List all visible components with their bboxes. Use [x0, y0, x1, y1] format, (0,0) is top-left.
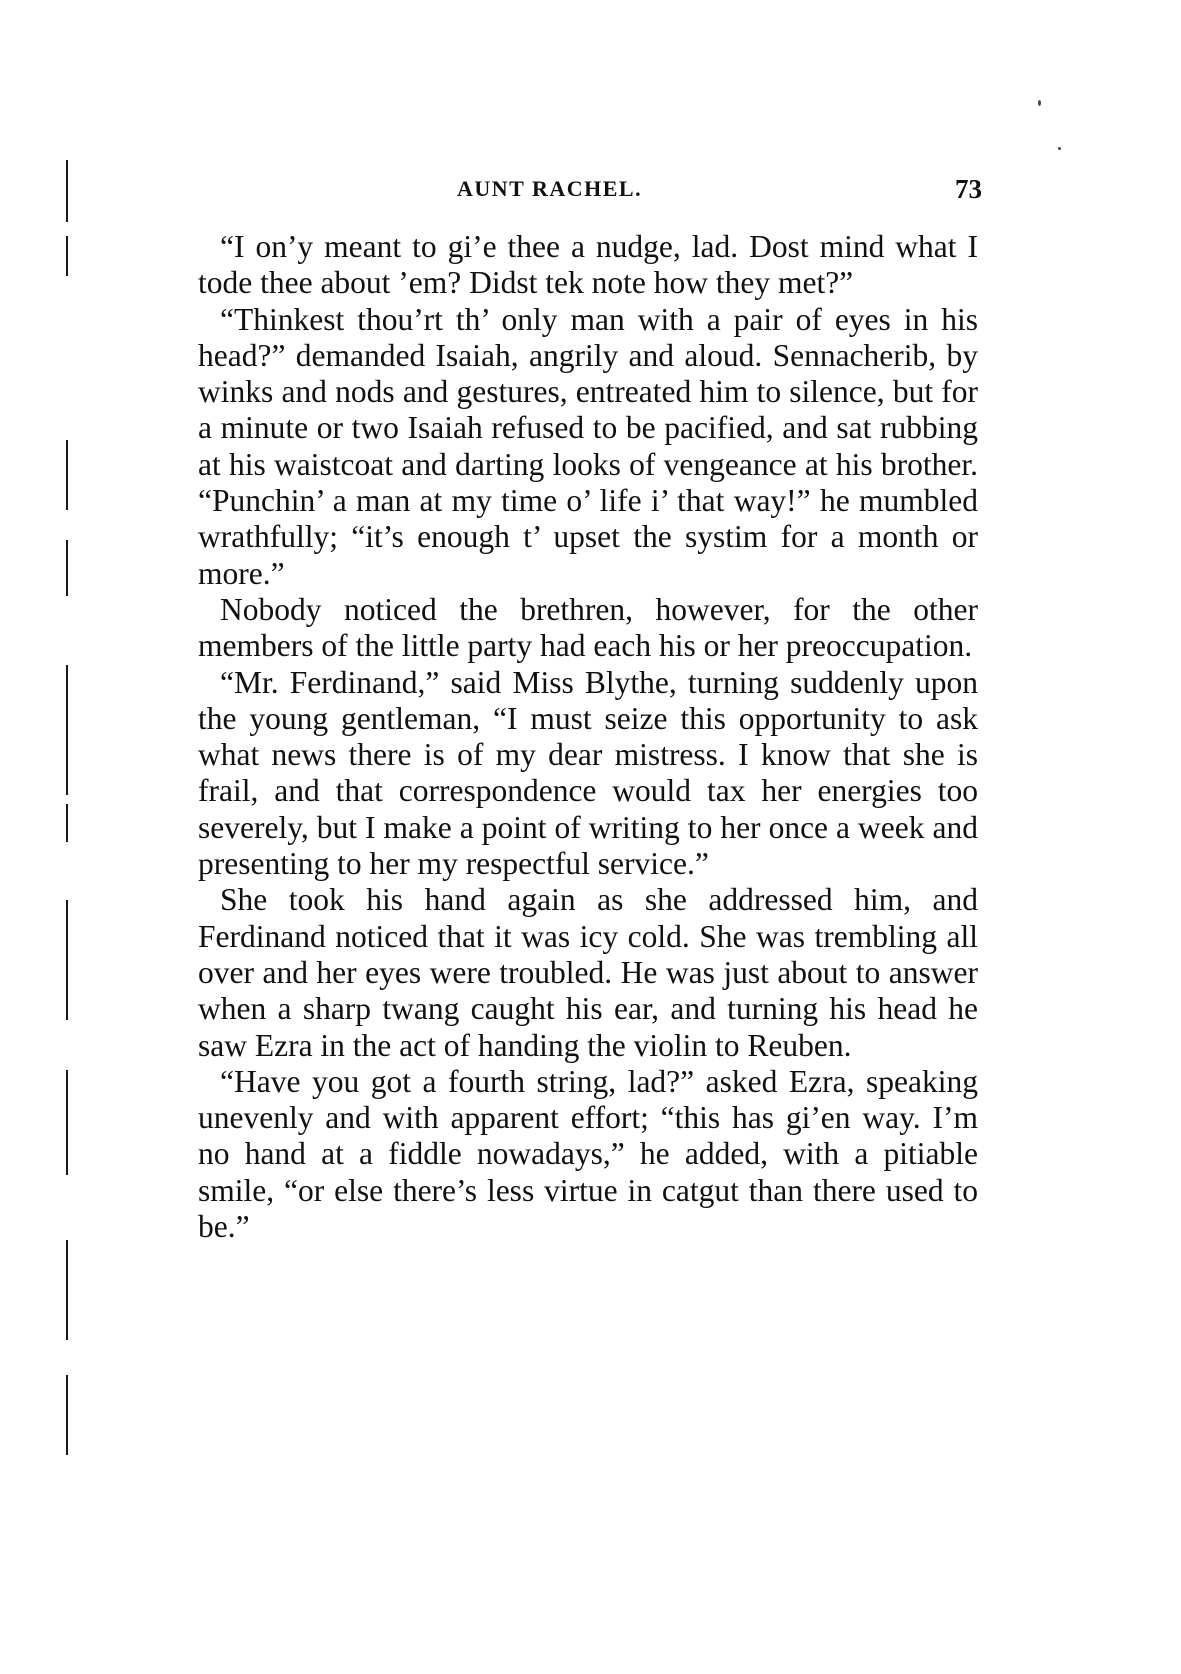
- scan-speck: [1038, 100, 1041, 106]
- scan-speck: [1058, 147, 1061, 150]
- running-title: AUNT RACHEL.: [457, 176, 643, 201]
- paragraph: She took his hand again as she addressed him, and Ferdinand noticed that it was icy cold. She was trembling all over and her eyes were troubled. He was just about to answer when a sharp twang caught his ear, and turning his head he saw Ezra in the act of handing the violin to Reuben.: [198, 882, 978, 1063]
- gutter-scan-mark: [66, 160, 68, 222]
- gutter-scan-mark: [66, 236, 68, 276]
- gutter-scan-mark: [66, 665, 68, 795]
- paragraph: “Have you got a fourth string, lad?” asked Ezra, speaking unevenly and with apparent effort; “this has gi’en way. I’m no hand at a fiddle nowadays,” he added, with a pitiable smile, “or else there’s less virtue in catgut than there used to be.”: [198, 1063, 978, 1245]
- gutter-scan-mark: [66, 900, 68, 1020]
- running-head: [192, 176, 982, 206]
- gutter-scan-mark: [66, 1240, 68, 1340]
- gutter-scan-mark: [66, 1070, 68, 1175]
- paragraph: Nobody noticed the brethren, however, for the other members of the little party had each his or her preoccupation.: [198, 591, 978, 664]
- gutter-scan-mark: [66, 1375, 68, 1455]
- paragraph: “Thinkest thou’rt th’ only man with a pair of eyes in his head?” demanded Isaiah, angrily and aloud. Sennacherib, by winks and nods and gestures, entreated him to silence, but for a minute or two Isaiah refused to be pacified, and sat rubbing at his waistcoat and darting looks of vengeance at his brother. “Punchin’ a man at my time o’ life i’ that way!” he mumbled wrathfully; “it’s enough t’ upset the systim for a month or more.”: [198, 301, 978, 591]
- gutter-scan-mark: [66, 440, 68, 510]
- paragraph: “Mr. Ferdinand,” said Miss Blythe, turning suddenly upon the young gentleman, “I must seize this opportunity to ask what news there is of my dear mistress. I know that she is frail, and that correspondence would tax her energies too severely, but I make a point of writing to her once a week and presenting to her my respectful service.”: [198, 664, 978, 882]
- gutter-scan-mark: [66, 540, 68, 596]
- page-number: 73: [955, 174, 982, 204]
- paragraph: “I on’y meant to gi’e thee a nudge, lad. Dost mind what I tode thee about ’em? Didst tek note how they met?”: [198, 229, 978, 301]
- gutter-scan-mark: [66, 804, 68, 842]
- body-text: [198, 229, 978, 1245]
